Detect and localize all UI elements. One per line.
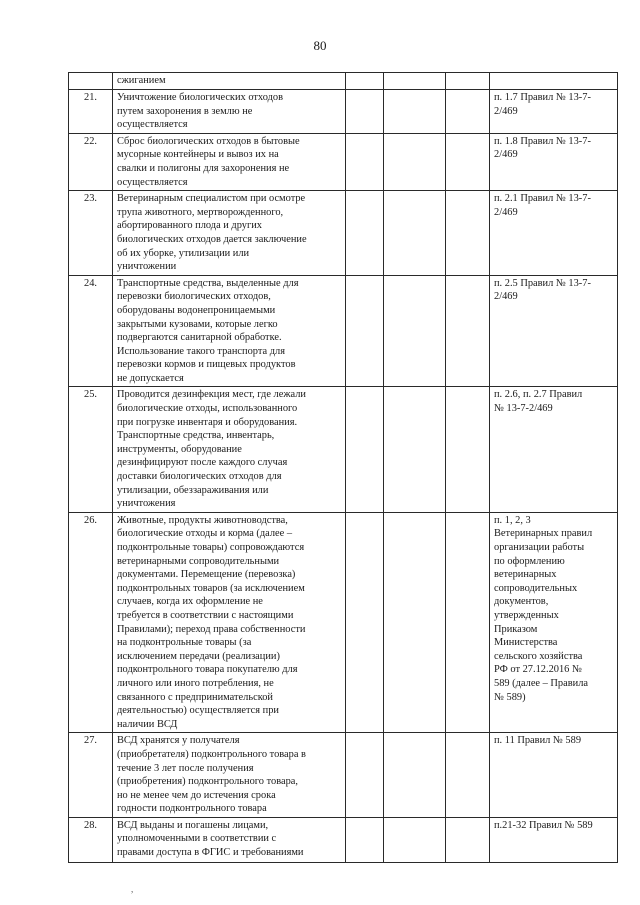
requirement-text-line: утилизации, обеззараживания или <box>117 484 269 496</box>
requirement-text-line: закрытыми кузовами, которые легко <box>117 318 278 330</box>
row-number: 24. <box>69 275 113 387</box>
requirement-text-line: абортированного плода и других <box>117 220 262 232</box>
requirement-text-line: но не менее чем до истечения срока <box>117 789 276 801</box>
requirement-text-line: случаев, когда их оформление не <box>117 596 263 608</box>
requirement-text-line: перевозки кормов и пищевых продуктов <box>117 359 296 371</box>
reference-text-line: п. 1, 2, 3 <box>494 514 531 526</box>
reference-cell <box>490 733 618 818</box>
answer-na-cell <box>446 275 490 387</box>
requirement-text-line: деятельностью) осуществляется при <box>117 705 279 717</box>
row-number: 23. <box>69 191 113 276</box>
requirement-text-line: ветеринарными сопроводительными <box>117 555 280 567</box>
reference-text-line: организации работы <box>494 542 585 553</box>
reference-text-line: по оформлению <box>494 555 565 567</box>
answer-yes-cell <box>346 275 384 387</box>
reference-text-line: 2/469 <box>494 206 518 218</box>
requirement-cell <box>113 90 346 134</box>
answer-no-cell <box>384 817 446 862</box>
answer-yes-cell <box>346 90 384 134</box>
row-number: 21. <box>69 90 113 134</box>
reference-text-line: сопроводительных <box>494 582 578 594</box>
requirement-text-line: Животные, продукты животноводства, <box>117 514 288 526</box>
requirement-text-line: при погрузке инвентаря и оборудования. <box>117 416 298 428</box>
answer-na-cell <box>446 191 490 276</box>
reference-text-line: 2/469 <box>494 291 518 303</box>
answer-na-cell <box>446 90 490 134</box>
reference-text-line: п. 1.8 Правил № 13-7- <box>494 135 591 147</box>
requirement-text-line: Использование такого транспорта для <box>117 345 285 357</box>
requirement-text-line: подвергаются санитарной обработке. <box>117 332 282 344</box>
table-row <box>69 275 618 387</box>
answer-yes-cell <box>346 817 384 862</box>
answer-yes-cell <box>346 133 384 190</box>
answer-no-cell <box>384 733 446 818</box>
reference-text-line: Министерства <box>494 637 558 649</box>
table-row <box>69 133 618 190</box>
answer-na-cell <box>446 512 490 733</box>
requirement-text-line: ВСД хранятся у получателя <box>117 735 240 747</box>
requirement-text-line: свалки и полигоны для захоронения не <box>117 162 290 174</box>
requirement-text-line: Ветеринарным специалистом при осмотре <box>117 193 306 205</box>
requirement-text-line: сжиганием <box>117 75 166 86</box>
requirement-text-line: инструменты, оборудование <box>117 443 242 455</box>
requirement-text-line: личного или иного потребления, не <box>117 677 274 689</box>
reference-text-line: п. 1.7 Правил № 13-7- <box>494 92 591 103</box>
answer-yes-cell <box>346 733 384 818</box>
answer-no-cell <box>384 73 446 90</box>
table-row <box>69 90 618 134</box>
requirement-text-line: подконтрольные товары) сопровождаются <box>117 542 305 553</box>
requirement-text-line: Транспортные средства, инвентарь, <box>117 430 275 442</box>
reference-text-line: Ветеринарных правил <box>494 528 593 540</box>
checklist-table <box>68 72 618 863</box>
requirement-text-line: биологические отходы и корма (далее – <box>117 528 293 540</box>
reference-text-line: п. 11 Правил № 589 <box>494 735 582 747</box>
answer-no-cell <box>384 191 446 276</box>
requirement-text-line: не допускается <box>117 372 184 384</box>
reference-text-line: 2/469 <box>494 149 518 161</box>
requirement-text-line: осуществляется <box>117 119 188 131</box>
table-row <box>69 512 618 733</box>
answer-na-cell <box>446 733 490 818</box>
requirement-text-line: путем захоронения в землю не <box>117 105 253 117</box>
reference-text-line: сельского хозяйства <box>494 650 583 662</box>
row-number: 28. <box>69 817 113 862</box>
reference-text-line: утвержденных <box>494 609 559 621</box>
answer-no-cell <box>384 275 446 387</box>
table-row <box>69 73 618 90</box>
reference-cell <box>490 512 618 733</box>
requirement-cell <box>113 387 346 512</box>
row-number: 27. <box>69 733 113 818</box>
requirement-text-line: на подконтрольные товары (за <box>117 637 252 649</box>
requirement-text-line: уничтожении <box>117 261 177 273</box>
table-row <box>69 387 618 512</box>
requirement-text-line: биологических отходов дается заключение <box>117 233 307 245</box>
requirement-cell <box>113 275 346 387</box>
answer-yes-cell <box>346 512 384 733</box>
reference-text-line: № 13-7-2/469 <box>494 403 553 415</box>
requirement-cell <box>113 733 346 818</box>
requirement-text-line: Сброс биологических отходов в бытовые <box>117 135 300 147</box>
requirement-text-line: ВСД выданы и погашены лицами, <box>117 819 269 831</box>
answer-na-cell <box>446 387 490 512</box>
requirement-text-line: трупа животного, мертворожденного, <box>117 206 284 218</box>
requirement-text-line: течение 3 лет после получения <box>117 762 254 774</box>
requirement-text-line: биологические отходы, использованного <box>117 403 298 415</box>
reference-text-line: Приказом <box>494 623 538 635</box>
requirement-text-line: Транспортные средства, выделенные для <box>117 277 299 289</box>
row-number: 25. <box>69 387 113 512</box>
table-row <box>69 733 618 818</box>
reference-text-line: документов, <box>494 596 549 608</box>
page-number: 80 <box>313 38 327 53</box>
row-number: 26. <box>69 512 113 733</box>
requirement-text-line: подконтрольных товаров (за исключением <box>117 582 305 594</box>
reference-text-line: ветеринарных <box>494 569 557 581</box>
answer-no-cell <box>384 512 446 733</box>
reference-cell <box>490 191 618 276</box>
answer-no-cell <box>384 133 446 190</box>
reference-text-line: 589 (далее – Правила <box>494 677 589 689</box>
requirement-text-line: уничтожения <box>117 498 176 510</box>
requirement-cell <box>113 817 346 862</box>
checklist-table-body <box>69 73 618 863</box>
reference-cell <box>490 817 618 862</box>
requirement-text-line: перевозки биологических отходов, <box>117 291 271 303</box>
answer-na-cell <box>446 133 490 190</box>
requirement-text-line: об их уборке, утилизации или <box>117 247 250 259</box>
reference-text-line: п. 2.5 Правил № 13-7- <box>494 277 591 289</box>
scan-mark: , <box>131 884 134 894</box>
requirement-text-line: Правилами); переход права собственности <box>117 623 306 635</box>
requirement-cell <box>113 133 346 190</box>
requirement-text-line: годности подконтрольного товара <box>117 803 267 815</box>
reference-cell <box>490 90 618 134</box>
requirement-text-line: исключением передачи (реализации) <box>117 650 280 662</box>
requirement-text-line: Уничтожение биологических отходов <box>117 92 284 103</box>
table-row <box>69 191 618 276</box>
requirement-text-line: Проводится дезинфекция мест, где лежали <box>117 389 306 401</box>
reference-cell <box>490 275 618 387</box>
requirement-text-line: дезинфицируют после каждого случая <box>117 457 288 469</box>
reference-cell <box>490 133 618 190</box>
requirement-text-line: наличии ВСД <box>117 718 178 730</box>
requirement-text-line: уполномоченными в соответствии с <box>117 833 277 845</box>
requirement-cell <box>113 191 346 276</box>
answer-na-cell <box>446 73 490 90</box>
answer-yes-cell <box>346 387 384 512</box>
requirement-text-line: (приобретателя) подконтрольного товара в <box>117 748 306 760</box>
requirement-text-line: осуществляется <box>117 176 188 188</box>
reference-text-line: 2/469 <box>494 105 518 117</box>
reference-text-line: п.21-32 Правил № 589 <box>494 819 593 831</box>
requirement-cell <box>113 512 346 733</box>
answer-yes-cell <box>346 191 384 276</box>
requirement-text-line: документами. Перемещение (перевозка) <box>117 569 296 581</box>
reference-cell <box>490 73 618 90</box>
requirement-text-line: доставки биологических отходов для <box>117 471 282 483</box>
reference-text-line: п. 2.6, п. 2.7 Правил <box>494 389 583 401</box>
answer-no-cell <box>384 90 446 134</box>
requirement-text-line: связанного с предпринимательской <box>117 691 273 703</box>
reference-text-line: № 589) <box>494 691 526 703</box>
reference-text-line: РФ от 27.12.2016 № <box>494 664 582 676</box>
row-number <box>69 73 113 90</box>
requirement-cell <box>113 73 346 90</box>
requirement-text-line: (приобретения) подконтрольного товара, <box>117 776 298 788</box>
requirement-text-line: оборудованы водонепроницаемыми <box>117 304 276 316</box>
requirement-text-line: требуется в соответствии с настоящими <box>117 609 294 621</box>
table-row <box>69 817 618 862</box>
answer-no-cell <box>384 387 446 512</box>
requirement-text-line: мусорные контейнеры и вывоз их на <box>117 149 279 161</box>
row-number: 22. <box>69 133 113 190</box>
requirement-text-line: правами доступа в ФГИС и требованиями <box>117 847 304 859</box>
answer-yes-cell <box>346 73 384 90</box>
reference-text-line: п. 2.1 Правил № 13-7- <box>494 193 591 205</box>
requirement-text-line: подконтрольного товара покупателю для <box>117 664 298 676</box>
reference-cell <box>490 387 618 512</box>
answer-na-cell <box>446 817 490 862</box>
